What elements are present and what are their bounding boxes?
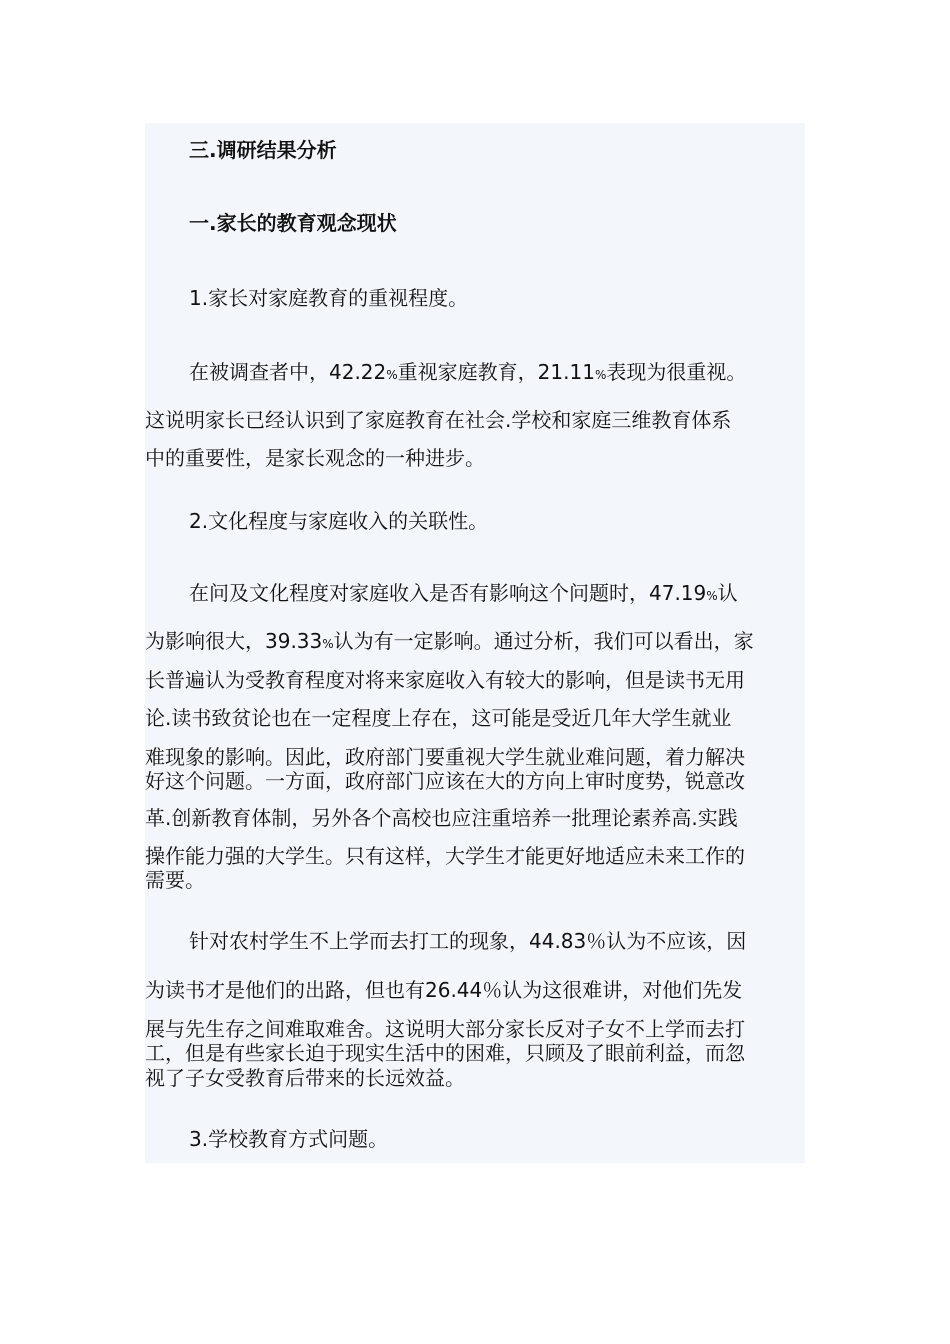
para1-line1: 在被调查者中，42.22%重视家庭教育，21.11%表现为很重视。 [189, 360, 747, 384]
para2-line8: 操作能力强的大学生。只有这样，大学生才能更好地适应未来工作的 [145, 844, 745, 868]
document-page [145, 123, 805, 1163]
item2-title: 2.文化程度与家庭收入的关联性。 [189, 509, 489, 533]
para2-line4: 论.读书致贫论也在一定程度上存在，这可能是受近几年大学生就业 [145, 706, 732, 730]
para3-line3: 展与先生存之间难取难舍。这说明大部分家长反对子女不上学而去打 [145, 1017, 745, 1041]
para1-line2: 这说明家长已经认识到了家庭教育在社会.学校和家庭三维教育体系 [145, 408, 732, 432]
item1-title: 1.家长对家庭教育的重视程度。 [189, 286, 469, 310]
para2-line7: 革.创新教育体制，另外各个高校也应注重培养一批理论素养高.实践 [145, 806, 738, 830]
para3-line5: 视了子女受教育后带来的长远效益。 [145, 1066, 465, 1090]
para2-line3: 长普遍认为受教育程度对将来家庭收入有较大的影响，但是读书无用 [145, 668, 745, 692]
para3-line2: 为读书才是他们的出路，但也有26.44％认为这很难讲，对他们先发 [145, 978, 743, 1002]
para2-line5: 难现象的影响。因此，政府部门要重视大学生就业难问题，着力解决 [145, 745, 745, 769]
para3-line1: 针对农村学生不上学而去打工的现象，44.83％认为不应该，因 [189, 929, 747, 953]
subsection-title: 一.家长的教育观念现状 [189, 211, 397, 235]
para2-line9: 需要。 [145, 868, 205, 892]
item3-title: 3.学校教育方式问题。 [189, 1127, 389, 1151]
para2-line2: 为影响很大，39.33%认为有一定影响。通过分析，我们可以看出，家 [145, 629, 754, 653]
para2-line6: 好这个问题。一方面，政府部门应该在大的方向上审时度势，锐意改 [145, 769, 745, 793]
section-title: 三.调研结果分析 [189, 138, 337, 162]
para2-line1: 在问及文化程度对家庭收入是否有影响这个问题时，47.19%认 [189, 581, 738, 605]
para3-line4: 工，但是有些家长迫于现实生活中的困难，只顾及了眼前利益，而忽 [145, 1041, 745, 1065]
para1-line3: 中的重要性，是家长观念的一种进步。 [145, 446, 485, 470]
